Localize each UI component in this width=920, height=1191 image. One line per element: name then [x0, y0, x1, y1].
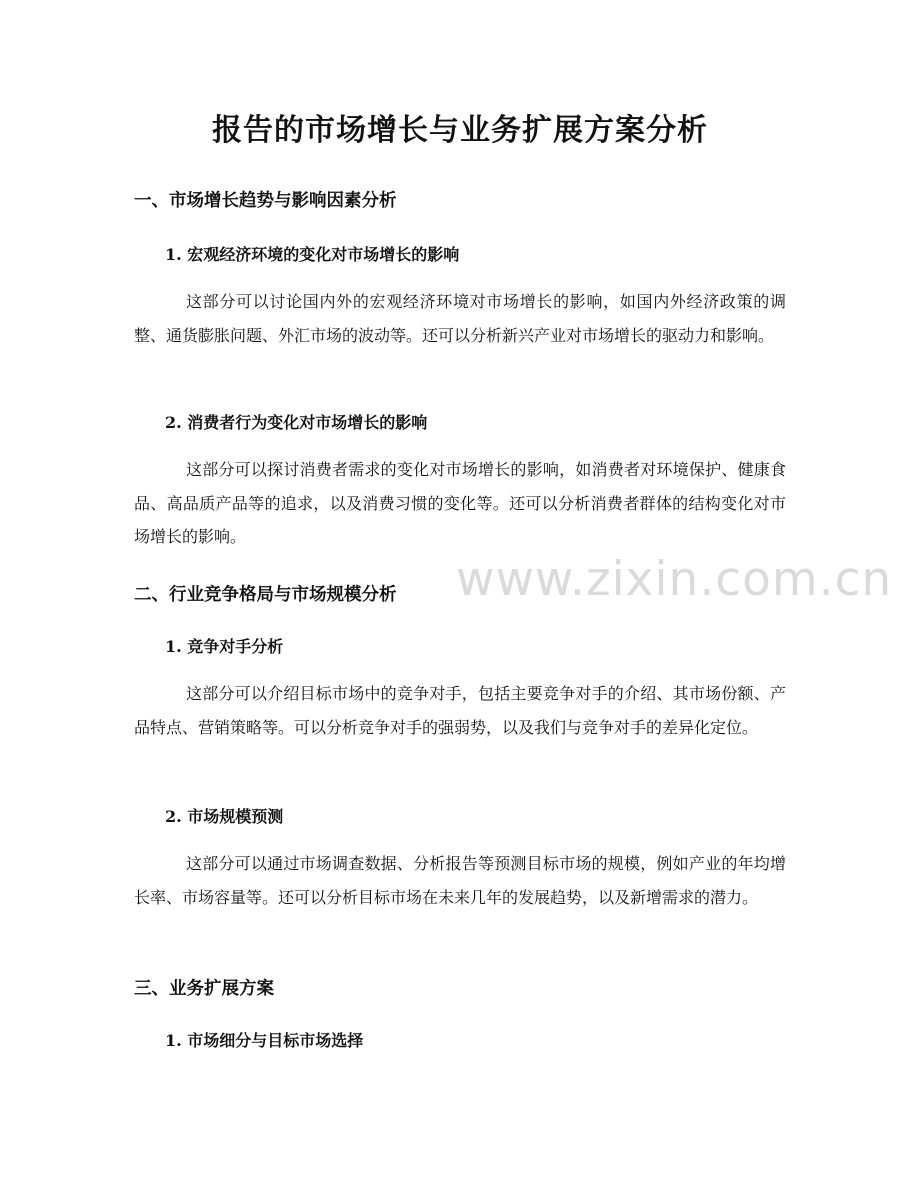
watermark-text: www.zixin.com.cn: [456, 552, 893, 607]
subsection-heading-2-1: 1. 竞争对手分析: [165, 637, 284, 656]
paragraph-2-1: 这部分可以介绍目标市场中的竞争对手，包括主要竞争对手的介绍、其市场份额、产品特点、营销策略等。可以分析竞争对手的强弱势，以及我们与竞争对手的差异化定位。: [134, 684, 786, 737]
section-heading-3: 三、业务扩展方案: [134, 979, 274, 999]
subsection-heading-3-1: 1. 市场细分与目标市场选择: [165, 1031, 364, 1050]
subsection-heading-1-1: 1. 宏观经济环境的变化对市场增长的影响: [165, 245, 460, 264]
section-heading-2: 二、行业竞争格局与市场规模分析: [134, 585, 397, 605]
paragraph-1-1: 这部分可以讨论国内外的宏观经济环境对市场增长的影响，如国内外经济政策的调整、通货膨胀问题、外汇市场的波动等。还可以分析新兴产业对市场增长的驱动力和影响。: [134, 292, 786, 345]
paragraph-1-2: 这部分可以探讨消费者需求的变化对市场增长的影响，如消费者对环境保护、健康食品、高品质产品等的追求，以及消费习惯的变化等。还可以分析消费者群体的结构变化对市场增长的影响。: [134, 460, 786, 546]
subsection-heading-1-2: 2. 消费者行为变化对市场增长的影响: [165, 413, 428, 432]
document-title: 报告的市场增长与业务扩展方案分析: [212, 113, 708, 148]
section-heading-1: 一、市场增长趋势与影响因素分析: [134, 191, 397, 211]
paragraph-2-2: 这部分可以通过市场调查数据、分析报告等预测目标市场的规模，例如产业的年均增长率、市场容量等。还可以分析目标市场在未来几年的发展趋势，以及新增需求的潜力。: [134, 854, 786, 907]
subsection-heading-2-2: 2. 市场规模预测: [165, 807, 284, 826]
